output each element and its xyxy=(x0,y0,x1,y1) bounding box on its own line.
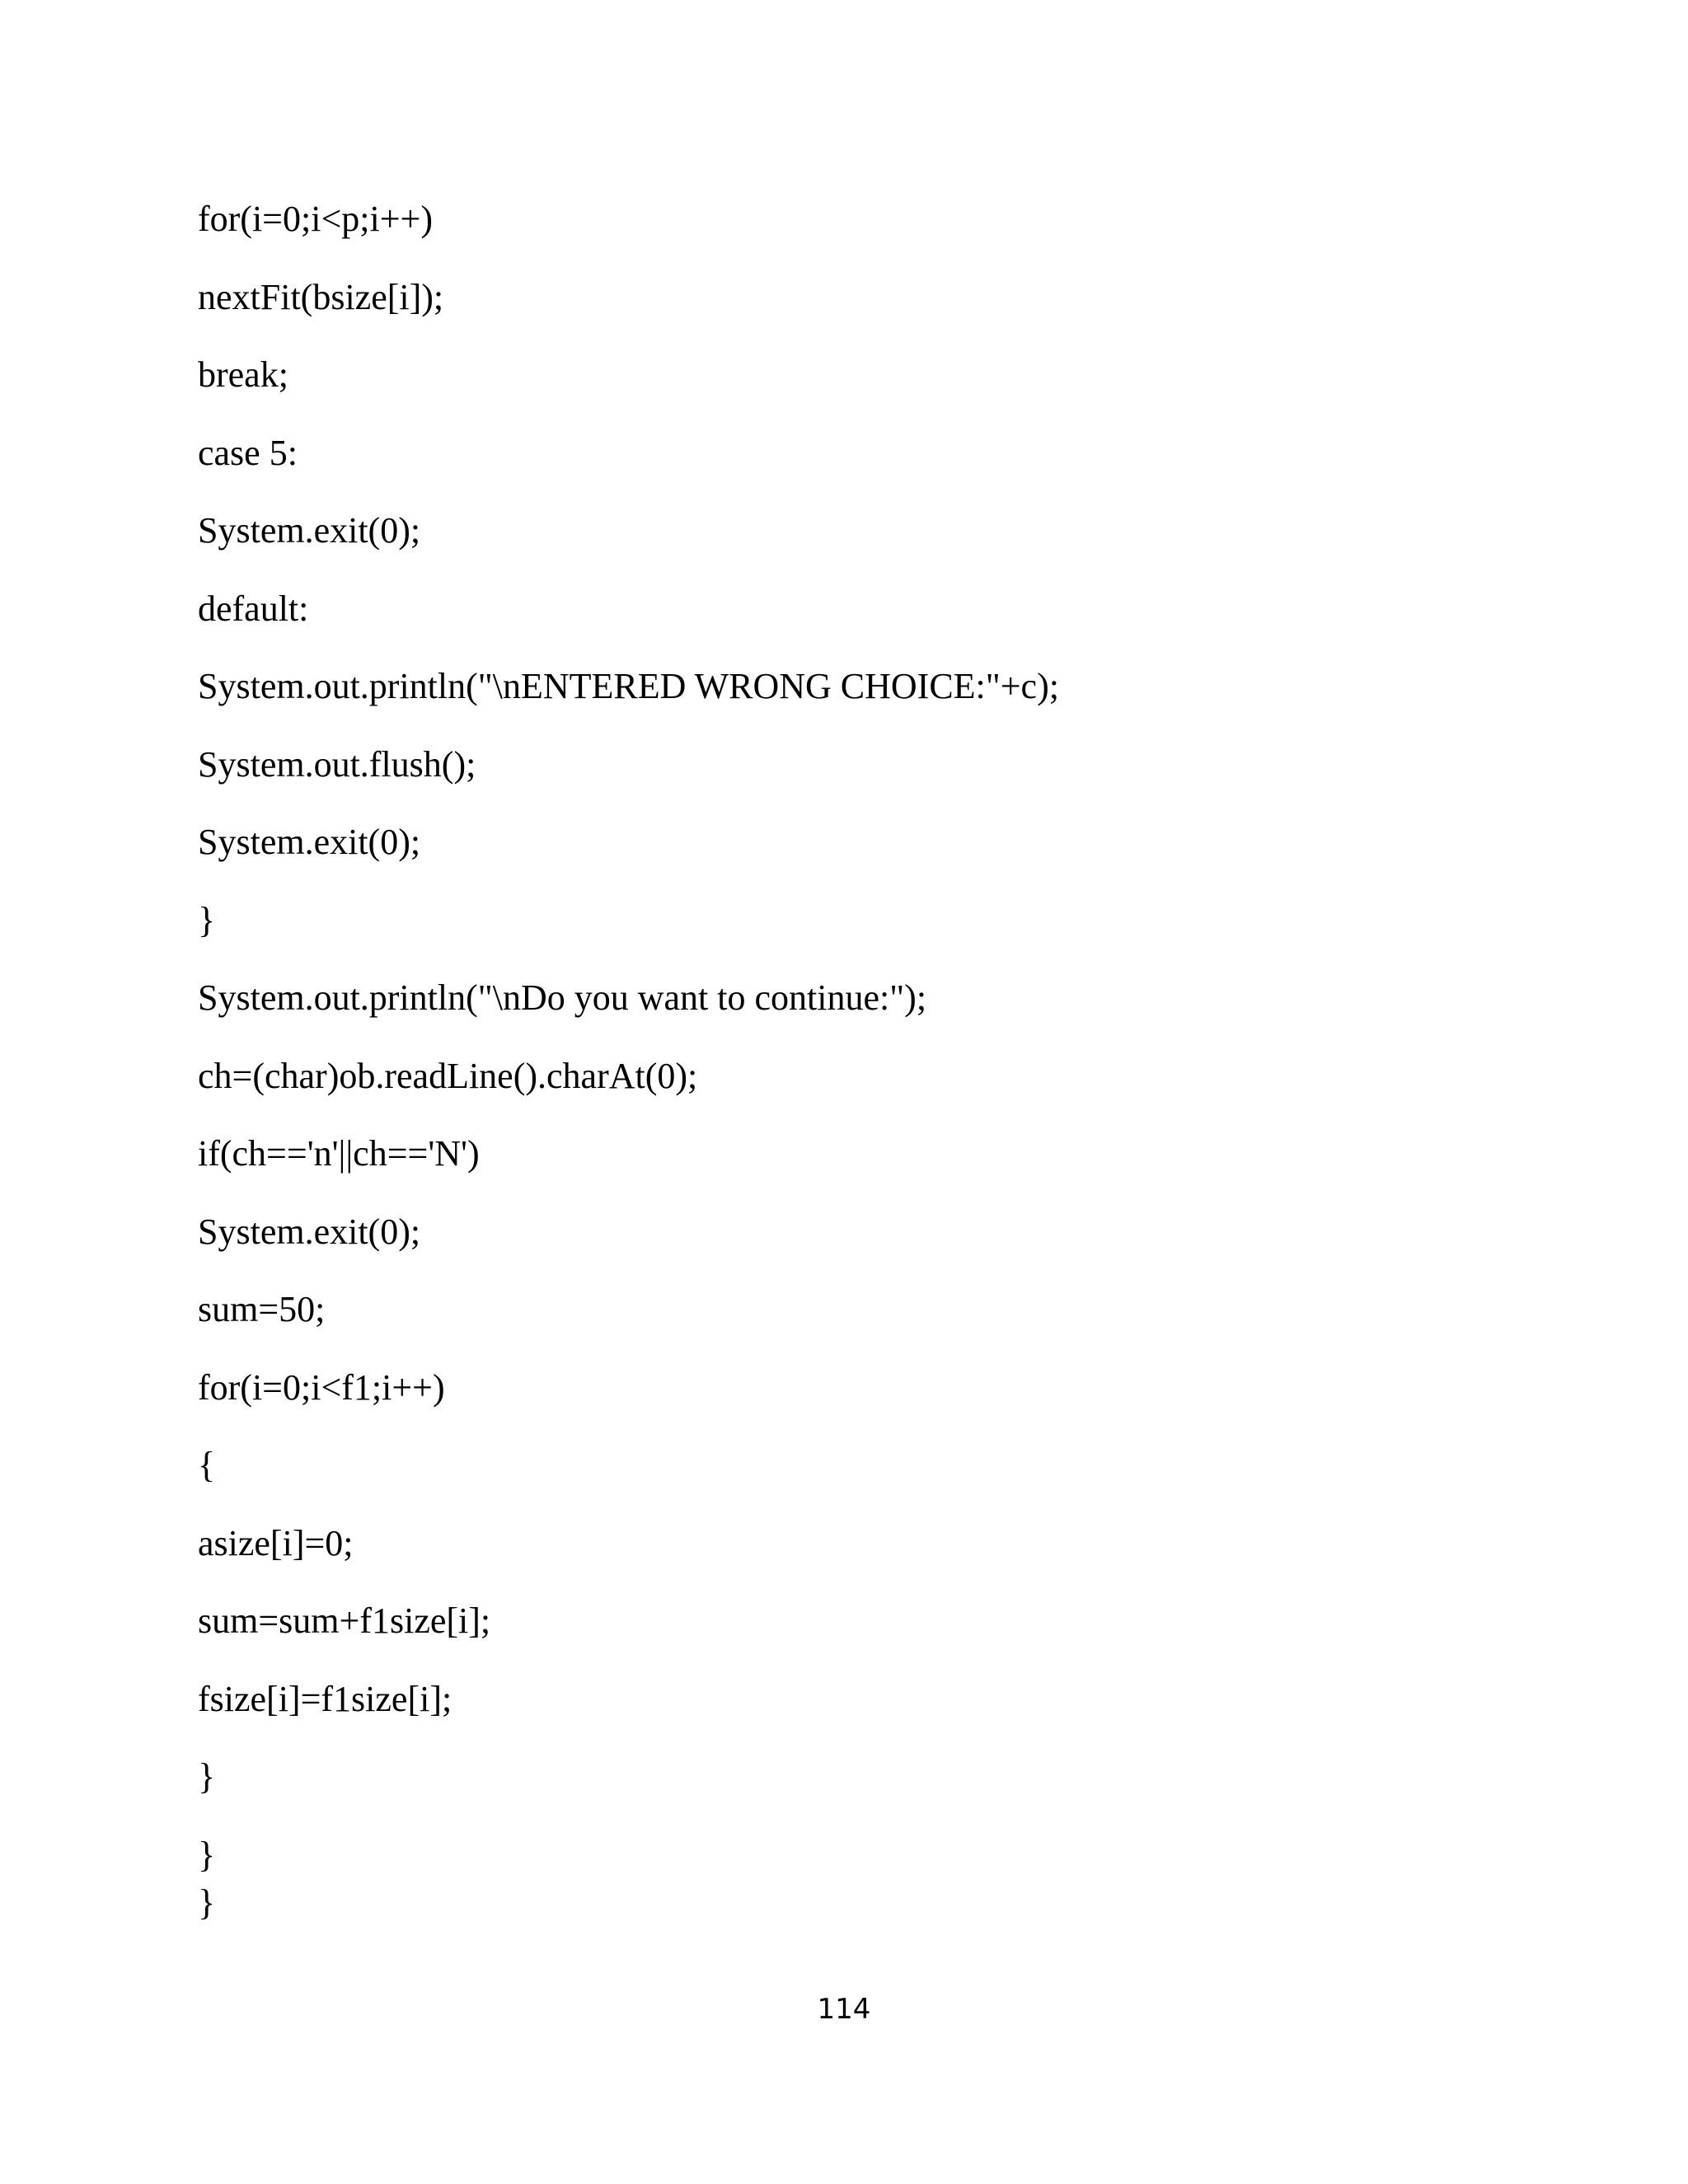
code-line: ch=(char)ob.readLine().charAt(0); xyxy=(198,1055,698,1096)
code-line: fsize[i]=f1size[i]; xyxy=(198,1678,452,1719)
page-number: 114 xyxy=(817,1993,871,2026)
code-line: nextFit(bsize[i]); xyxy=(198,276,444,317)
code-line: if(ch=='n'||ch=='N') xyxy=(198,1133,480,1174)
code-line: System.out.println("\nDo you want to continue:"); xyxy=(198,977,927,1018)
code-line: for(i=0;i<f1;i++) xyxy=(198,1366,445,1408)
code-line: sum=sum+f1size[i]; xyxy=(198,1601,491,1641)
code-line: sum=50; xyxy=(198,1289,326,1329)
code-line: System.exit(0); xyxy=(198,822,421,862)
code-listing xyxy=(198,196,1599,1928)
code-line: default: xyxy=(198,588,309,629)
code-line: System.exit(0); xyxy=(198,510,421,551)
code-line: } xyxy=(198,1882,216,1923)
code-line: case 5: xyxy=(198,432,298,473)
code-line: for(i=0;i<p;i++) xyxy=(198,199,433,239)
code-line: { xyxy=(198,1445,216,1485)
code-line: } xyxy=(198,1834,216,1875)
code-line: } xyxy=(198,1756,216,1797)
code-line: System.exit(0); xyxy=(198,1211,421,1252)
code-line: System.out.flush(); xyxy=(198,743,476,785)
code-line: } xyxy=(198,899,216,940)
code-line: asize[i]=0; xyxy=(198,1522,354,1563)
code-line: System.out.println("\nENTERED WRONG CHOICE:"+c); xyxy=(198,666,1059,706)
code-line: break; xyxy=(198,354,288,395)
